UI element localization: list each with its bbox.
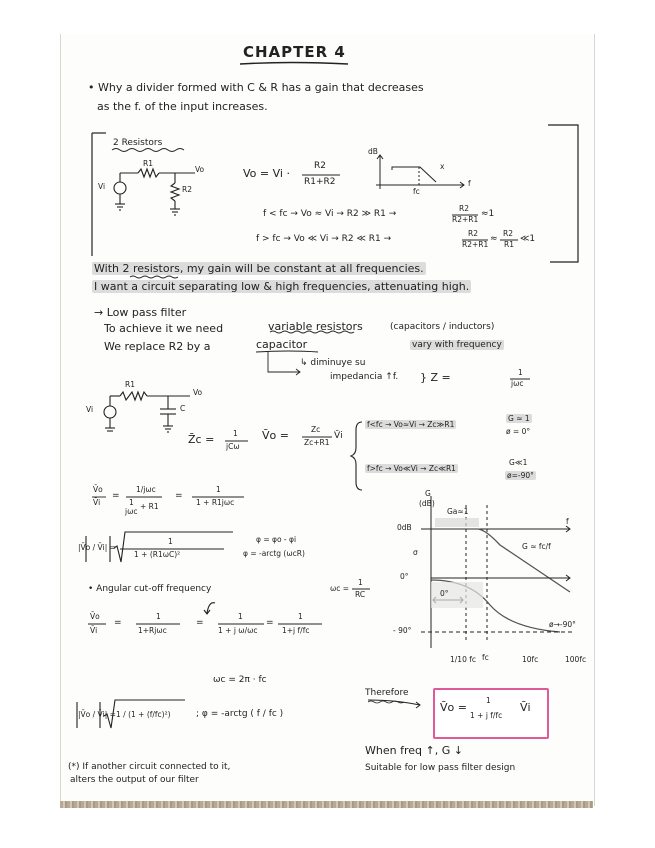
wc-den: RC: [355, 590, 366, 599]
zc-lhs: Z̄c =: [188, 433, 215, 446]
low-pass-heading: → Low pass filter: [94, 306, 187, 319]
vo-equation-num: R2: [314, 161, 326, 171]
rc-vo-label: Vo: [193, 388, 203, 397]
tf-t1-num: 1: [156, 612, 161, 621]
boxed-eq-lhs: V̄o =: [440, 701, 467, 714]
ratio-rhs-num: 1: [216, 485, 221, 494]
graph-fc-label: fc: [413, 187, 420, 196]
final-phi: ; φ = -arctg ( f / fc ): [196, 709, 284, 719]
vo-equation-den: R1+R2: [304, 177, 336, 187]
mag-sqrt-den: 1 + (R1ωC)²: [134, 550, 181, 559]
rc-r1-label: R1: [125, 380, 135, 389]
r1-label: R1: [143, 159, 153, 168]
ratio-lhs-num: V̄o: [93, 485, 103, 494]
cond2-frac-den: R2+R1: [462, 240, 489, 249]
ratio-mid-den-tail: + R1: [140, 502, 159, 511]
two-resistors-heading: 2 Resistors: [113, 138, 163, 148]
therefore-label: Therefore: [365, 688, 409, 698]
with-resistors-line-1: [92, 263, 426, 276]
case-2-result-g: G≪1: [509, 458, 528, 467]
cond2-frac2-num: R2: [503, 229, 513, 238]
cond2-frac2-den: R1: [504, 240, 514, 249]
note-line-2: alters the output of our filter: [70, 775, 199, 785]
note-line-1: (*) If another circuit connected to it,: [68, 762, 231, 772]
tf-t3-den: 1+j f/fc: [282, 626, 310, 635]
intro-line-2: as the f. of the input increases.: [97, 100, 268, 113]
z-eq-num: 1: [518, 368, 523, 377]
when-line: When freq ↑, G ↓: [365, 744, 463, 757]
cond1-frac-den: R2+R1: [452, 215, 479, 224]
case-1-result-g: [506, 415, 532, 424]
zc-num: 1: [233, 429, 238, 438]
with-resistors-text-1: With 2 resistors, my gain will be constant at all frequencies.: [94, 262, 424, 275]
case-1: [365, 421, 456, 430]
equals-sign-1: =: [112, 491, 120, 501]
graph-db-label: dB: [368, 147, 378, 156]
wc-lhs: ωc =: [330, 584, 350, 593]
bode-tick-10fc: 10fc: [522, 655, 539, 664]
rc-vi-label: Vi: [86, 405, 94, 414]
mag-lhs: |V̄o / V̄i| =: [78, 543, 116, 552]
vo-rc-den: Zc+R1: [304, 438, 330, 447]
case-2: [365, 465, 458, 474]
bode-phase-zero: 0°: [400, 572, 409, 581]
vo-equation-lhs: Vo = Vi ·: [243, 167, 290, 180]
cond2-frac-num: R2: [468, 229, 478, 238]
equals-sign-4: =: [196, 618, 204, 628]
ratio-mid-num: 1/jωc: [136, 485, 156, 494]
vo-rc-num: Zc: [311, 425, 321, 434]
suitable-line: Suitable for low pass filter design: [365, 763, 516, 773]
wc-2pi-line: ωc = 2π · fc: [213, 675, 267, 685]
lowpass-line1-c: (capacitors / inductors): [390, 322, 495, 332]
tf-t2-num: 1: [238, 612, 243, 621]
zc-den: jCω: [226, 442, 240, 451]
bode-zero-db: 0dB: [397, 523, 412, 532]
with-resistors-text-2: I want a circuit separating low & high frequencies, attenuating high.: [94, 280, 470, 293]
bode-tick-tenth: 1/10 fc: [450, 655, 476, 664]
r2-label: R2: [182, 185, 192, 194]
impedance-note: impedancia ↑f.: [330, 372, 399, 382]
chapter-title: CHAPTER 4: [243, 43, 346, 61]
boxed-eq-tail: V̄i: [520, 701, 531, 714]
bode-g-label: Ga≈1: [447, 507, 469, 516]
with-resistors-line-2: [92, 281, 471, 294]
bode-g-axis: G: [425, 489, 431, 498]
ratio-rhs-den: 1 + R1jωc: [196, 498, 235, 507]
bode-phase-small: 0°: [440, 589, 449, 598]
ratio-mid-den1: 1: [129, 498, 134, 507]
lowpass-line1-b: variable resistors: [268, 320, 363, 333]
case-2-result-phi: [505, 472, 536, 481]
bode-g-unit: (dB): [419, 499, 435, 508]
cond2-tail: ≪1: [520, 234, 536, 244]
ratio-mid-den2: jωc: [125, 507, 138, 516]
graph-f-label: f: [468, 179, 471, 188]
wc-num: 1: [358, 578, 363, 587]
ratio-lhs-den: V̄i: [93, 498, 101, 507]
case-1-text: f<fc → Vo≈Vi → Zc≫R1: [367, 420, 455, 429]
angular-cutoff-text: • Angular cut-off frequency: [88, 584, 212, 594]
phi-line-1: φ = φo - φi: [256, 535, 297, 544]
bode-tick-100fc: 100fc: [565, 655, 587, 664]
boxed-eq-den: 1 + j f/fc: [470, 711, 503, 720]
bode-g-slope: G ≈ fc/f: [522, 542, 551, 551]
boxed-eq-num: 1: [486, 696, 491, 705]
lowpass-line2-a: We replace R2 by a: [104, 340, 211, 353]
bode-tick-fc: fc: [482, 653, 489, 662]
final-mag-sqrt: 1 / (1 + (f/fc)²): [116, 710, 171, 719]
vo-rc-tail: V̄i: [334, 431, 343, 441]
cond1-frac-num: R2: [459, 204, 469, 213]
bode-phase-neg90: - 90°: [393, 626, 412, 635]
lowpass-line2-c: [410, 340, 504, 350]
vo-label: Vo: [195, 165, 205, 174]
phi-line-2: φ = -arctg (ωcR): [243, 549, 305, 558]
tf-lhs-den: V̄i: [90, 626, 98, 635]
vo-rc-lhs: V̄o =: [262, 429, 289, 442]
intro-line-1: • Why a divider formed with C & R has a gain that decreases: [88, 81, 424, 94]
tf-lhs-num: V̄o: [90, 612, 100, 621]
z-eq-den: jωc: [511, 379, 524, 388]
case-2-text: f>fc → Vo≪Vi → Zc≪R1: [367, 464, 456, 473]
graph-x-mark: x: [440, 162, 445, 171]
cond2-mid: ≈: [490, 234, 498, 244]
vi-label: Vi: [98, 182, 106, 191]
case-1-result-g-text: G ≈ 1: [508, 414, 530, 423]
mag-sqrt-num: 1: [168, 537, 173, 546]
equals-sign-2: =: [175, 491, 183, 501]
lowpass-line1-a: To achieve it we need: [104, 322, 224, 335]
final-mag-lhs: |V̄o / V̄i| =: [78, 710, 116, 719]
vary-with-frequency: vary with frequency: [412, 340, 502, 350]
tf-t3-num: 1: [298, 612, 303, 621]
rc-c-label: C: [180, 404, 186, 413]
small-response-graph: [376, 155, 464, 189]
tf-t1-den: 1+Rjωc: [138, 626, 167, 635]
equals-sign-5: =: [266, 618, 274, 628]
condition-2: f > fc → Vo ≪ Vi → R2 ≪ R1 →: [256, 234, 392, 244]
z-eq-lhs: } Z =: [420, 371, 451, 384]
lowpass-line2-b: capacitor: [256, 338, 308, 351]
bode-phase-tail: ø→-90°: [549, 620, 576, 629]
decreases-note: ↳ diminuye su: [300, 358, 366, 368]
rc-circuit: [104, 392, 190, 432]
case-1-result-phi: ø = 0°: [506, 427, 531, 436]
equals-sign-3: =: [114, 618, 122, 628]
case-2-result-phi-text: ø=-90°: [507, 471, 534, 480]
condition-1: f < fc → Vo ≈ Vi → R2 ≫ R1 →: [263, 209, 397, 219]
cond1-tail: ≈1: [481, 209, 495, 219]
tf-t2-den: 1 + j ω/ωc: [218, 626, 258, 635]
bode-sigma: σ: [413, 548, 418, 557]
bode-f-axis: f: [566, 517, 569, 526]
